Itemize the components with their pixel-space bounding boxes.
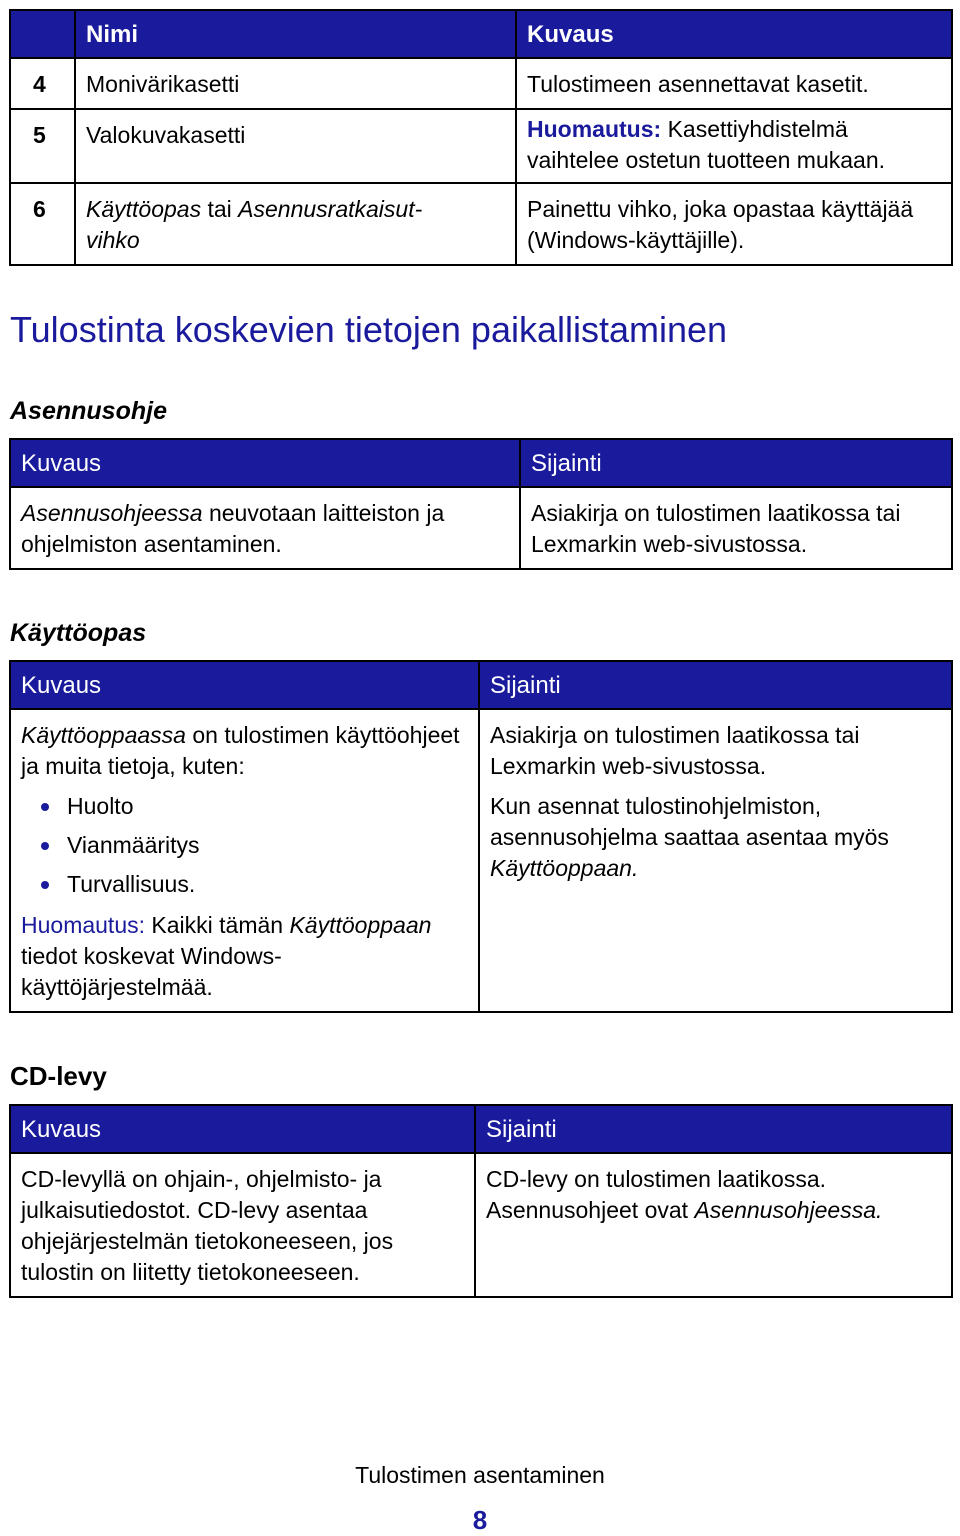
location-text: CD-levy on tulostimen laatikossa. Asennusohjeet ovat (486, 1166, 827, 1223)
desc-em: Käyttöoppaassa (21, 722, 186, 748)
table-row (10, 58, 952, 109)
list-item: Turvallisuus. (21, 865, 468, 904)
topic-list (21, 787, 468, 904)
table-header-row (10, 1105, 952, 1153)
row-number: 4 (10, 58, 75, 109)
list-item: Huolto (21, 787, 468, 826)
note-em: Käyttöoppaan (289, 912, 432, 938)
description-cell (10, 709, 479, 1012)
part-name-em2: Asennusratkaisut- (238, 196, 423, 222)
parts-table-header-row (10, 10, 952, 58)
part-name: Valokuvakasetti (75, 109, 516, 183)
parts-desc-header: Kuvaus (516, 10, 952, 58)
list-item: Vianmääritys (21, 826, 468, 865)
part-name: Monivärikasetti (75, 58, 516, 109)
table-row (10, 709, 952, 1012)
desc-rest: on tulostimen käyttöohjeet ja muita tietoja, kuten: (21, 722, 460, 779)
setup-sheet-title: Asennusohje (10, 397, 167, 425)
location-header: Sijainti (475, 1105, 952, 1153)
location-header: Sijainti (479, 661, 952, 709)
desc-em: Asennusohjeessa (21, 500, 203, 526)
part-name (75, 183, 516, 265)
description-header: Kuvaus (10, 439, 520, 487)
parts-name-header: Nimi (75, 10, 516, 58)
desc-rest: neuvotaan laitteiston ja ohjelmiston asentaminen. (21, 500, 445, 557)
page-number: 8 (472, 1505, 488, 1535)
cd-title: CD-levy (10, 1061, 107, 1091)
description-cell (10, 487, 520, 569)
location-paragraph (490, 791, 941, 884)
location-header: Sijainti (520, 439, 952, 487)
location-cell (479, 709, 952, 1012)
row-number: 6 (10, 183, 75, 265)
location-paragraph: Asiakirja on tulostimen laatikossa tai Lexmarkin web-sivustossa. (490, 722, 860, 779)
table-row (10, 183, 952, 265)
table-row (10, 109, 952, 183)
note-label: Huomautus: (21, 912, 146, 938)
location-text: Kun asennat tulostinohjelmiston, asennusohjelma saattaa asentaa myös (490, 793, 889, 850)
part-name-line2: vihko (86, 227, 140, 253)
footer-chapter: Tulostimen asentaminen (355, 1462, 605, 1488)
note-text: tiedot koskevat Windows-käyttöjärjestelmää. (21, 943, 282, 1000)
description-header: Kuvaus (10, 1105, 475, 1153)
part-description: Tulostimeen asennettavat kasetit. (516, 58, 952, 109)
note-label: Huomautus: (527, 116, 662, 142)
parts-table (9, 9, 953, 266)
table-row (10, 487, 952, 569)
setup-sheet-table (9, 438, 953, 570)
part-name-mid: tai (207, 196, 232, 222)
note-text: Kaikki tämän (151, 912, 284, 938)
row-number: 5 (10, 109, 75, 183)
part-description (516, 109, 952, 183)
part-name-em1: Käyttöopas (86, 196, 202, 222)
user-guide-title: Käyttöopas (10, 619, 147, 647)
location-cell: Asiakirja on tulostimen laatikossa tai Lexmarkin web-sivustossa. (520, 487, 952, 569)
description-header: Kuvaus (10, 661, 479, 709)
note-text: Kasettiyhdistelmä vaihtelee ostetun tuotteen mukaan. (527, 116, 886, 173)
cd-table (9, 1104, 953, 1298)
section-title: Tulostinta koskevien tietojen paikallistaminen (10, 309, 728, 350)
location-em: Käyttöoppaan. (490, 855, 639, 881)
location-em: Asennusohjeessa. (694, 1197, 883, 1223)
table-row (10, 1153, 952, 1297)
table-header-row (10, 439, 952, 487)
parts-num-header (10, 10, 75, 58)
description-cell: CD-levyllä on ohjain-, ohjelmisto- ja julkaisutiedostot. CD-levy asentaa ohjejärjestelmän tietokoneeseen, jos tulostin on liitetty tietokoneeseen. (10, 1153, 475, 1297)
table-header-row (10, 661, 952, 709)
part-description: Painettu vihko, joka opastaa käyttäjää (Windows-käyttäjille). (516, 183, 952, 265)
location-cell (475, 1153, 952, 1297)
desc-paragraph (21, 720, 468, 782)
user-guide-table (9, 660, 953, 1013)
note-paragraph (21, 910, 468, 1003)
